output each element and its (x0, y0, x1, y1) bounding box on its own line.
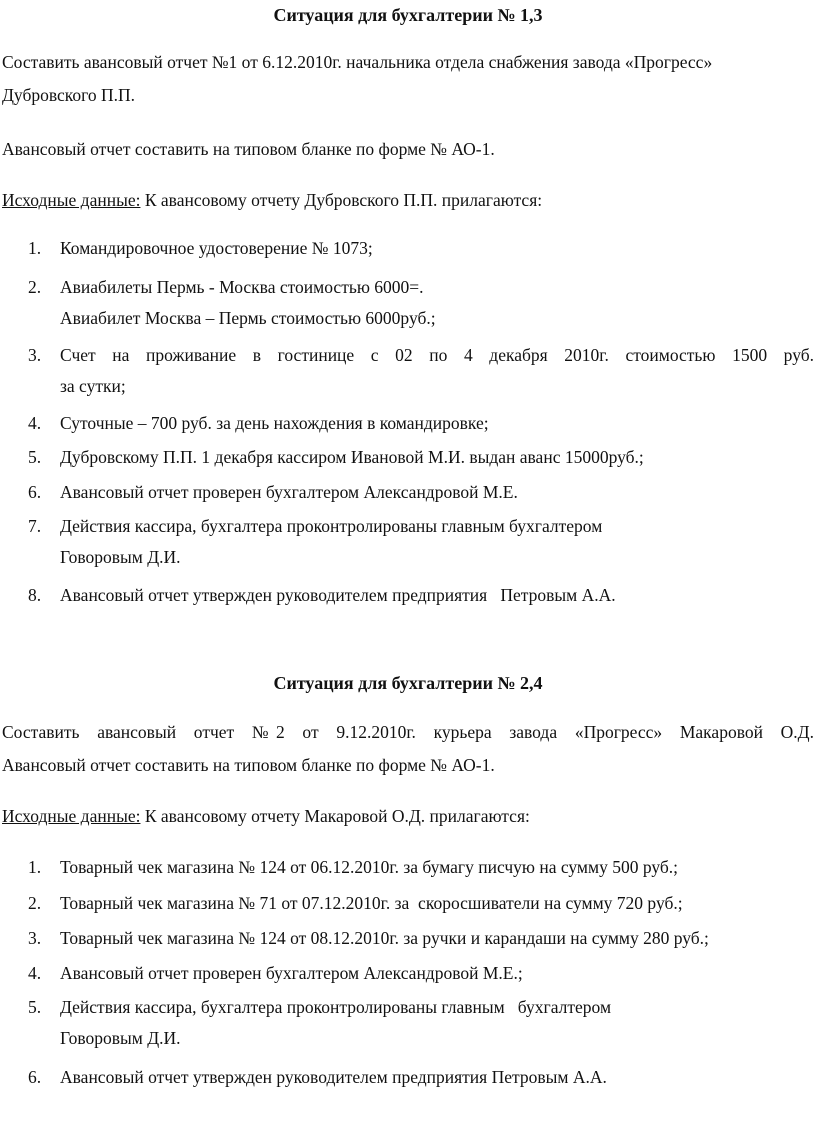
list-item (28, 852, 814, 883)
section1-source-label: Исходные данные: (2, 190, 141, 210)
list-item-text-cont: Авиабилет Москва – Пермь стоимостью 6000руб.; (60, 308, 436, 328)
section2-task-line2: Авансовый отчет составить на типовом бланке по форме № АО-1. (2, 755, 495, 775)
list-item-text: Действия кассира, бухгалтера проконтролированы главным бухгалтером (60, 997, 612, 1017)
section1-task (2, 46, 814, 112)
section2-task-line1: Составить авансовый отчет №2 от 9.12.2010г. курьера завода «Прогресс» Макаровой О.Д. (2, 722, 814, 742)
list-item-text: Авансовый отчет утвержден руководителем предприятия Петровым А.А. (60, 1067, 607, 1087)
section2-source-label: Исходные данные: (2, 806, 141, 826)
list-item (28, 1062, 814, 1093)
list-item-number: 3. (28, 345, 42, 365)
list-item-text-cont: Говоровым Д.И. (60, 547, 181, 567)
list-item (28, 340, 814, 402)
section1-source-text: К авансовому отчету Дубровского П.П. прилагаются: (140, 190, 543, 210)
list-item-text: Дубровскому П.П. 1 декабря кассиром Ивановой М.И. выдан аванс 15000руб.; (60, 447, 644, 467)
list-item-text: Авиабилеты Пермь - Москва стоимостью 6000=. (60, 277, 424, 297)
list-item (28, 958, 814, 989)
list-item-number: 4. (28, 413, 42, 433)
section2-title: Ситуация для бухгалтерии № 2,4 (273, 673, 543, 693)
list-item-text: Командировочное удостоверение № 1073; (60, 238, 373, 258)
list-item-text: Товарный чек магазина № 124 от 08.12.2010г. за ручки и карандаши на сумму 280 руб.; (60, 928, 709, 948)
list-item-text: Авансовый отчет проверен бухгалтером Александровой М.Е. (60, 482, 518, 502)
list-item-number: 6. (28, 1067, 42, 1087)
list-item-text: Счет на проживание в гостинице с 02 по 4 декабря 2010г. стоимостью 1500 руб. (60, 345, 814, 365)
list-item-number: 4. (28, 963, 42, 983)
list-item-number: 7. (28, 516, 42, 536)
list-item-number: 2. (28, 893, 42, 913)
list-item (28, 477, 814, 508)
list-item-text: Авансовый отчет проверен бухгалтером Александровой М.Е.; (60, 963, 523, 983)
section2-task (2, 716, 814, 782)
list-item-text: Товарный чек магазина № 71 от 07.12.2010г. за скоросшиватели на сумму 720 руб.; (60, 893, 683, 913)
section1-task-line2: Дубровского П.П. (2, 85, 136, 105)
list-item-text-cont: Говоровым Д.И. (60, 1028, 181, 1048)
list-item-number: 5. (28, 997, 42, 1017)
section1-title: Ситуация для бухгалтерии № 1,3 (273, 5, 543, 25)
list-item (28, 272, 814, 334)
list-item-number: 5. (28, 447, 42, 467)
section2-source (2, 800, 814, 833)
list-item-number: 2. (28, 277, 42, 297)
list-item-text-cont: за сутки; (60, 376, 126, 396)
list-item-text: Действия кассира, бухгалтера проконтролированы главным бухгалтером (60, 516, 603, 536)
section1-form-note: Авансовый отчет составить на типовом бланке по форме № АО-1. (2, 139, 495, 159)
list-item (28, 923, 814, 954)
list-item-number: 6. (28, 482, 42, 502)
list-item-number: 3. (28, 928, 42, 948)
list-item (28, 442, 814, 473)
list-item (28, 580, 814, 611)
list-item-number: 1. (28, 238, 42, 258)
list-item-text: Авансовый отчет утвержден руководителем предприятия Петровым А.А. (60, 585, 616, 605)
list-item-number: 8. (28, 585, 42, 605)
list-item-text: Суточные – 700 руб. за день нахождения в командировке; (60, 413, 489, 433)
list-item (28, 511, 814, 573)
list-item (28, 888, 814, 919)
section1-source (2, 184, 814, 217)
list-item (28, 408, 814, 439)
list-item-text: Товарный чек магазина № 124 от 06.12.2010г. за бумагу писчую на сумму 500 руб.; (60, 857, 679, 877)
list-item (28, 233, 814, 264)
list-item (28, 992, 814, 1054)
section1-task-line1: Составить авансовый отчет №1 от 6.12.2010г. начальника отдела снабжения завода «Прогресс» (2, 52, 713, 72)
section2-source-text: К авансовому отчету Макаровой О.Д. прилагаются: (140, 806, 530, 826)
list-item-number: 1. (28, 857, 42, 877)
